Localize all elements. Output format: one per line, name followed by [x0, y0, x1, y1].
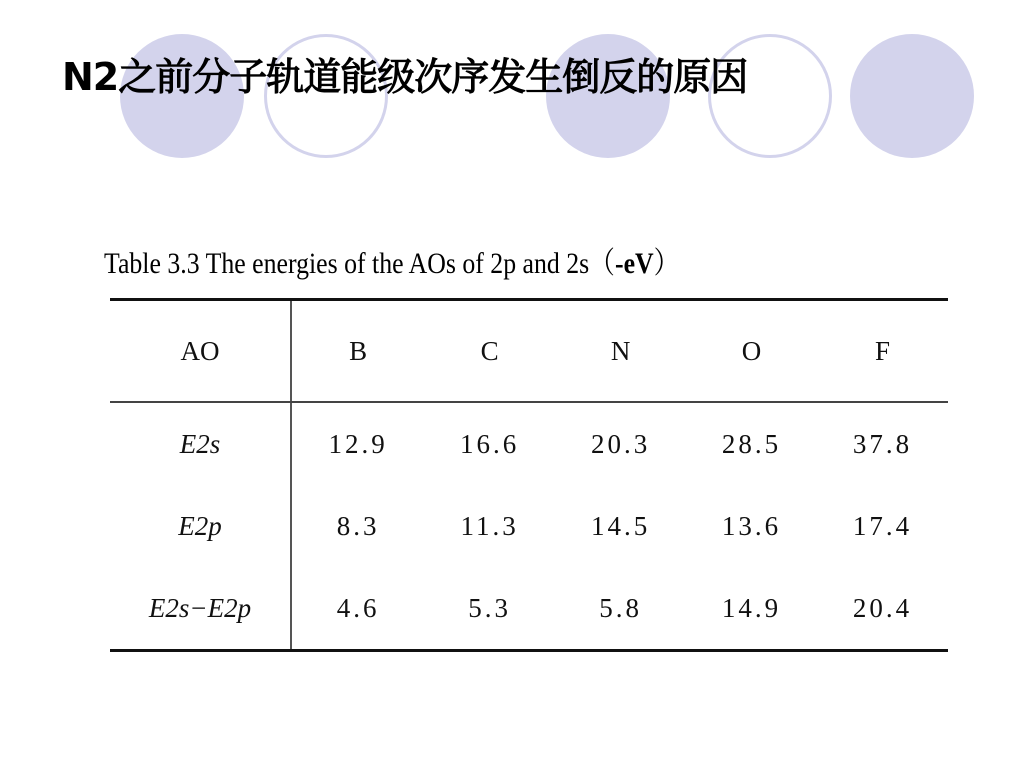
- table-row: [110, 567, 948, 651]
- table-cell: 12.9: [328, 428, 388, 459]
- table-caption-unit: -eV: [614, 247, 654, 280]
- table-cell: 28.5: [721, 428, 782, 459]
- row-label: E2s−E2p: [110, 567, 291, 651]
- table-cell: 20.4: [817, 567, 948, 651]
- table-caption-close: ）: [653, 247, 680, 280]
- header-cell-o: O: [686, 300, 817, 403]
- header-cell-n: N: [555, 300, 686, 403]
- row-label: E2p: [110, 485, 291, 567]
- table-cell: 14.9: [686, 567, 817, 651]
- header-cell-f: F: [817, 300, 948, 403]
- table-cell: 14.5: [590, 510, 651, 541]
- decor-circle-5: [850, 34, 974, 158]
- table-cell: 16.6: [460, 428, 520, 459]
- table-cell: 5.8: [555, 567, 686, 651]
- header-cell-ao: AO: [110, 300, 291, 403]
- table-cell: 20.3: [590, 428, 651, 459]
- slide-title: N2之前分子轨道能级次序发生倒反的原因: [62, 55, 748, 99]
- header-cell-b: B: [291, 300, 424, 403]
- table-caption: [104, 238, 679, 282]
- table-cell: 11.3: [460, 510, 519, 541]
- row-label: E2s: [110, 402, 291, 485]
- table-cell: 17.4: [852, 510, 913, 541]
- table-cell: 5.3: [424, 567, 555, 651]
- header-cell-c: C: [424, 300, 555, 403]
- energy-table: [110, 298, 948, 652]
- table-row: [110, 402, 948, 485]
- table-cell: 8.3: [336, 510, 380, 541]
- table-cell: 4.6: [291, 567, 424, 651]
- table-cell: 13.6: [721, 510, 782, 541]
- table-row: [110, 485, 948, 567]
- table-header-row: [110, 300, 948, 403]
- table-cell: 37.8: [852, 428, 913, 459]
- table-caption-text: Table 3.3 The energies of the AOs of 2p and 2s（: [104, 247, 615, 280]
